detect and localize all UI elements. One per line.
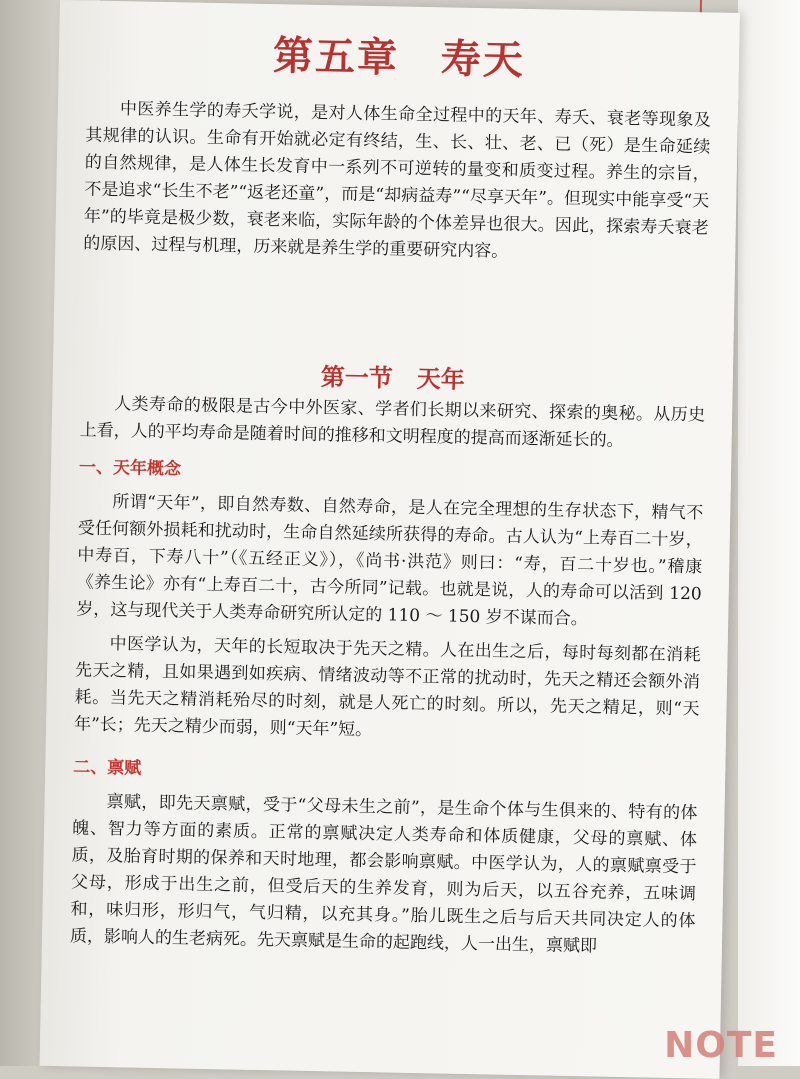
chapter-title: 第五章 寿天 (272, 32, 526, 84)
section-intro-paragraph: 人类寿命的极限是古今中外医家、学者们长期以来研究、探索的奥秘。从历史上看，人的平均寿命是随着时间的推移和文明程度的提高而逐渐延长的。 (79, 394, 706, 451)
section-title: 第一节 天年 (320, 362, 466, 394)
page-right-margin (738, 0, 800, 1066)
heading-bingfu: 二、禀赋 (73, 757, 142, 779)
heading-tiannian-concept: 一、天年概念 (78, 457, 182, 480)
paragraph-tcm-view: 中医学认为，天年的长短取决于先天之精。人在出生之后，每时每刻都在消耗先天之精，且如果遇到如疾病、情绪波动等不正常的扰动时，先天之精还会额外消耗。当先天之精消耗殆尽的时刻，就是人死亡的时刻。所以，先天之精足，则“天年”长；先天之精少而弱，则“天年”短。 (73, 634, 701, 741)
book-page (40, 0, 740, 1079)
paragraph-tiannian-definition: 所谓“天年”，即自然寿数、自然寿命，是人在完全理想的生存状态下，精气不受任何额外损耗和扰动时，生命自然延续所获得的寿命。古人认为“上寿百二十岁，中寿百，下寿八十”（《五经正义》），《尚书·洪范》则曰：“寿，百二十岁也。”稽康《养生论》亦有“上寿百二十，古今所同”记载。也就是说，人的寿命可以活到 120 岁，这与现代关于人类寿命研究所认定的 110 ～ 150 岁不谋而合。 (76, 492, 704, 630)
paragraph-bingfu: 禀赋，即先天禀赋，受于“父母未生之前”，是生命个体与生俱来的、特有的体魄、智力等方面的素质。正常的禀赋决定人类寿命和体质健康，父母的禀赋、体质，及胎育时期的保养和天时地理，都会影响禀赋。中医学认为，人的禀赋禀受于父母，形成于出生之前，但受后天的生养发育，则为后天，以五谷充养，五味调和，味归形，形归气，气归精，以充其身。”胎儿既生之后与后天共同决定人的体质，影响人的生老病死。先天禀赋是生命的起跑线，人一出生，禀赋即 (69, 792, 698, 957)
chapter-intro-paragraph: 中医养生学的寿夭学说，是对人体生命全过程中的天年、寿夭、衰老等现象及其规律的认识。生命有开始就必定有终结，生、长、壮、老、已（死）是生命延续的自然规律，是人体生长发育中一系列不可逆转的量变和质变过程。养生的宗旨，不是追求“长生不老”“返老还童”，而是“却病益寿”“尽享天年”。但现实中能享受“天年”的毕竟是极少数，衰老来临，实际年龄的个体差异也很大。因此，探索寿夭衰老的原因、过程与机理，历来就是养生学的重要研究内容。 (83, 99, 711, 262)
note-stamp: NOTE (664, 1025, 778, 1066)
